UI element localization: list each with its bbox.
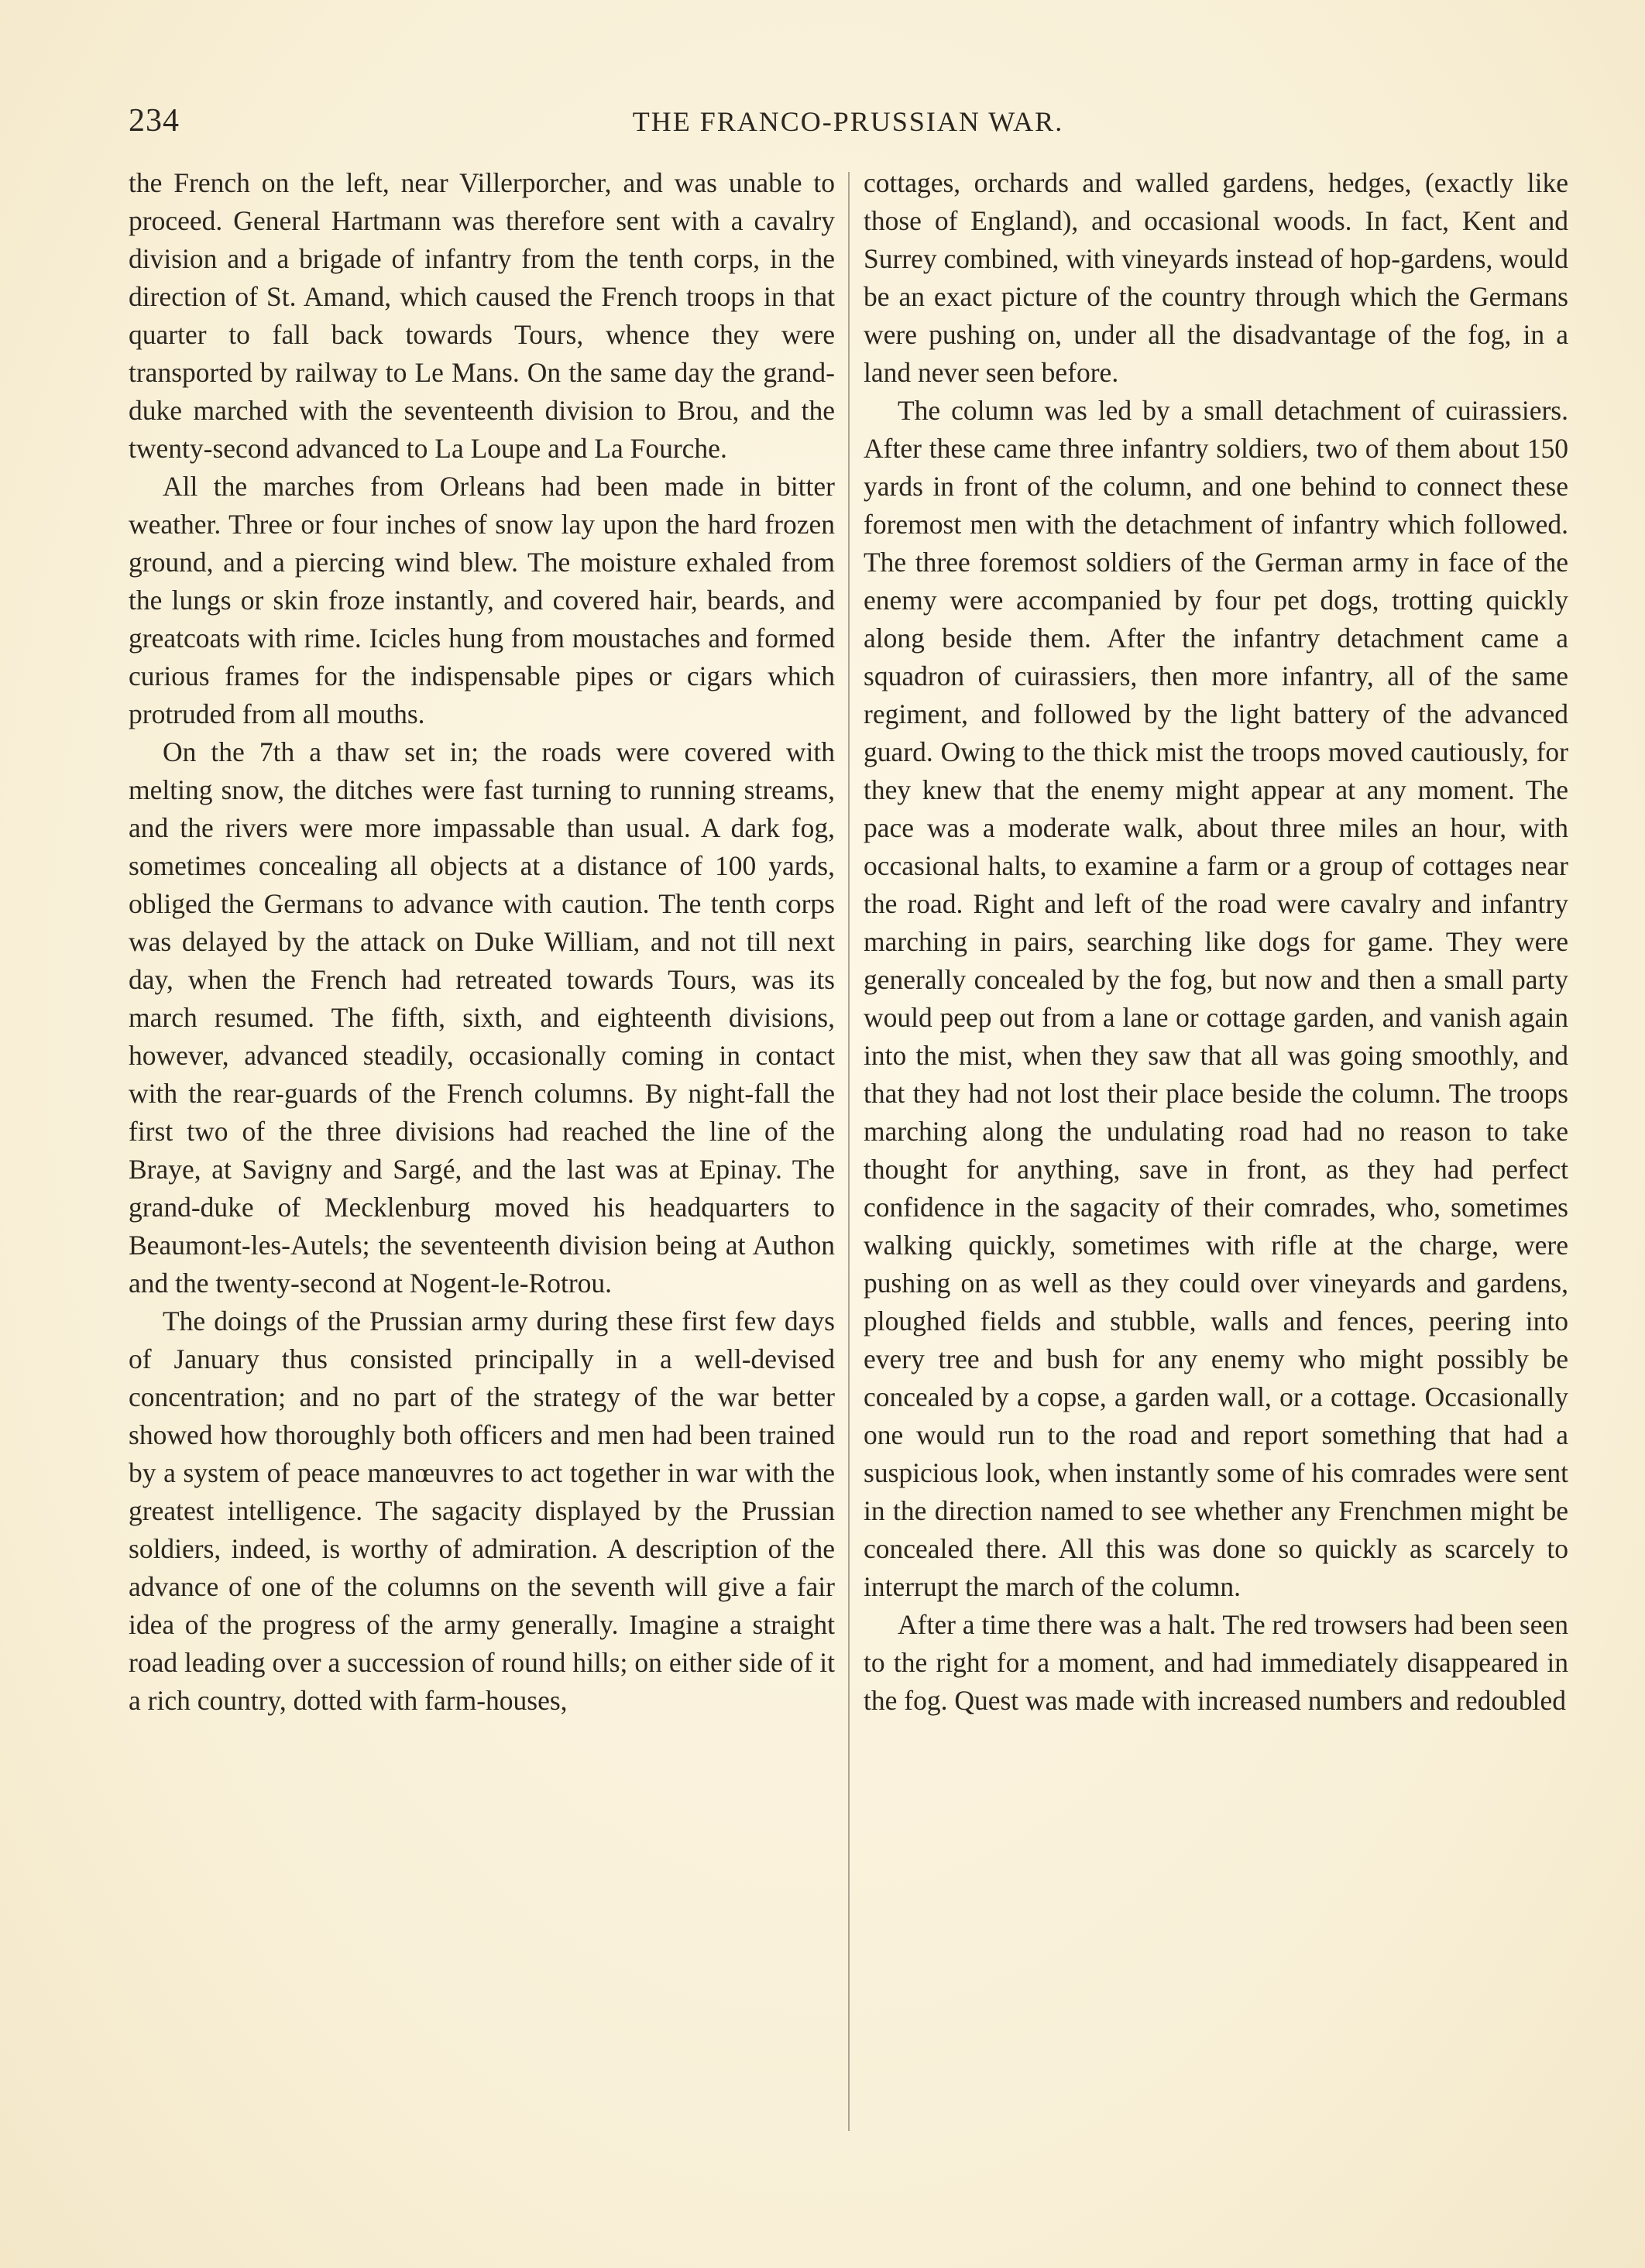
left-column bbox=[129, 164, 835, 1720]
right-paragraph-1: cottages, orchards and walled gardens, hedges, (exactly like those of England), and occasional woods. In fact, Kent and Surrey combined, with vineyards instead of hop-gardens, would be an exact picture of the country through which the Germans were pushing on, under all the disadvantage of the fog, in a land never seen before. bbox=[864, 167, 1568, 388]
left-paragraph-4: The doings of the Prussian army during these first few days of January thus consisted principally in a well-devised concentration; and no part of the strategy of the war better showed how thoroughly both officers and men had been trained by a system of peace manœuvres to act together in war with the greatest intelligence. The sagacity displayed by the Prussian soldiers, indeed, is worthy of admiration. A description of the advance of one of the columns on the seventh will give a fair idea of the progress of the army generally. Imagine a straight road leading over a succession of round hills; on either side of it a rich country, dotted with farm-houses, bbox=[129, 1306, 835, 1716]
right-paragraph-2: The column was led by a small detachment of cuirassiers. After these came three infantry soldiers, two of them about 150 yards in front of the column, and one behind to connect these foremost men with the detachment of infantry which followed. The three foremost soldiers of the German army in face of the enemy were accompanied by four pet dogs, trotting quickly along beside them. After the infantry detachment came a squadron of cuirassiers, then more infantry, all of the same regiment, and followed by the light battery of the advanced guard. Owing to the thick mist the troops moved cautiously, for they knew that the enemy might appear at any moment. The pace was a moderate walk, about three miles an hour, with occasional halts, to examine a farm or a group of cottages near the road. Right and left of the road were cavalry and infantry marching in pairs, searching like dogs for game. They were generally concealed by the fog, but now and then a small party would peep out from a lane or cottage garden, and vanish again into the mist, when they saw that all was going smoothly, and that they had not lost their place beside the column. The troops marching along the undulating road had no reason to take thought for anything, save in front, as they had perfect confidence in the sagacity of their comrades, who, sometimes walking quickly, sometimes with rifle at the charge, were pushing on as well as they could over vineyards and gardens, ploughed fields and stubble, walls and fences, peering into every tree and bush for any enemy who might possibly be concealed by a copse, a garden wall, or a cottage. Occasionally one would run to the road and report something that had a suspicious look, when instantly some of his comrades were sent in the direction named to see whether any Frenchmen might be concealed there. All this was done so quickly as scarcely to interrupt the march of the column. bbox=[864, 395, 1568, 1602]
page-header bbox=[129, 102, 1568, 149]
left-paragraph-3: On the 7th a thaw set in; the roads were covered with melting snow, the ditches were fast turning to running streams, and the rivers were more impassable than usual. A dark fog, sometimes concealing all objects at a distance of 100 yards, obliged the Germans to advance with caution. The tenth corps was delayed by the attack on Duke William, and not till next day, when the French had retreated towards Tours, was its march resumed. The fifth, sixth, and eighteenth divisions, however, advanced steadily, occasionally coming in contact with the rear-guards of the French columns. By night-fall the first two of the three divisions had reached the line of the Braye, at Savigny and Sargé, and the last was at Epinay. The grand-duke of Mecklenburg moved his headquarters to Beaumont-les-Autels; the seventeenth division being at Authon and the twenty-second at Nogent-le-Rotrou. bbox=[129, 736, 835, 1299]
column-divider bbox=[848, 172, 850, 2131]
running-head: THE FRANCO-PRUSSIAN WAR. bbox=[632, 106, 1064, 137]
left-paragraph-1: the French on the left, near Villerporcher, and was unable to proceed. General Hartmann was therefore sent with a cavalry division and a brigade of infantry from the tenth corps, in the direction of St. Amand, which caused the French troops in that quarter to fall back towards Tours, whence they were transported by railway to Le Mans. On the same day the grand-duke marched with the seventeenth division to Brou, and the twenty-second advanced to La Loupe and La Fourche. bbox=[129, 167, 835, 464]
page-number: 234 bbox=[129, 103, 180, 139]
right-column bbox=[864, 164, 1568, 1720]
left-paragraph-2: All the marches from Orleans had been made in bitter weather. Three or four inches of snow lay upon the hard frozen ground, and a piercing wind blew. The moisture exhaled from the lungs or skin froze instantly, and covered hair, beards, and greatcoats with rime. Icicles hung from moustaches and formed curious frames for the indispensable pipes or cigars which protruded from all mouths. bbox=[129, 471, 835, 729]
right-paragraph-3: After a time there was a halt. The red trowsers had been seen to the right for a moment, and had immediately disappeared in the fog. Quest was made with increased numbers and redoubled bbox=[864, 1609, 1568, 1716]
